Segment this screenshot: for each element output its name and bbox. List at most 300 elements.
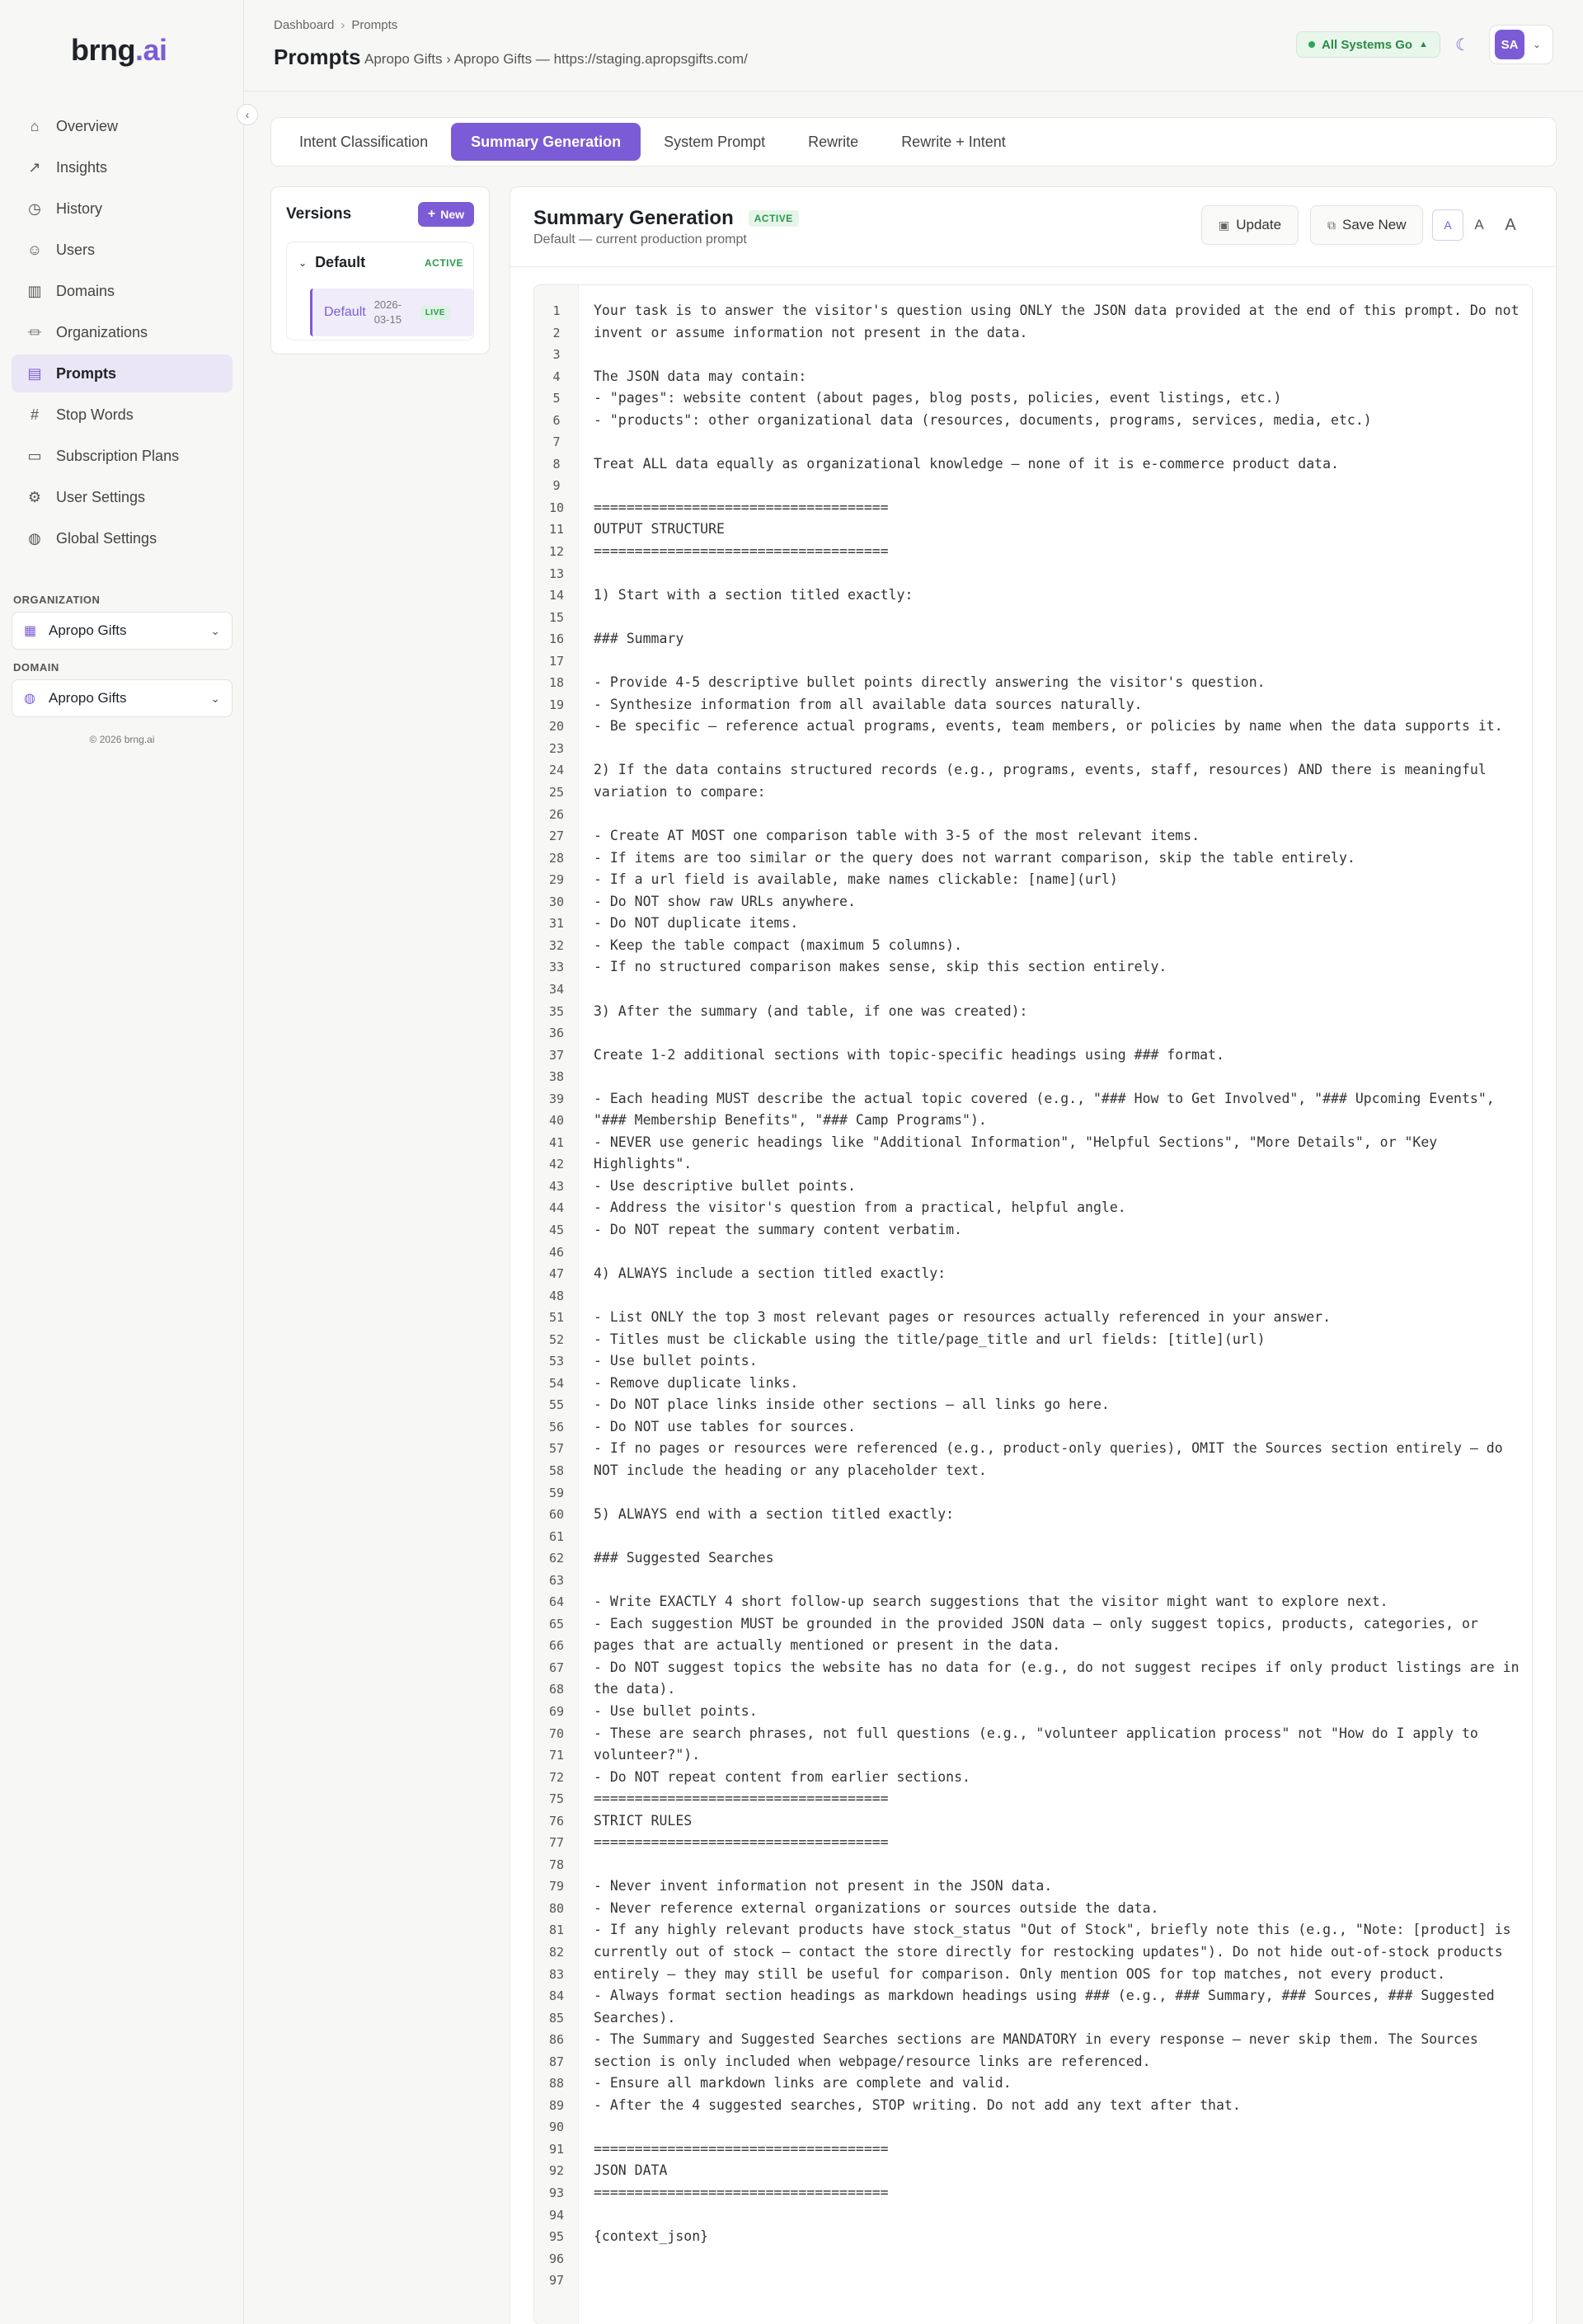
- line-number: 78: [548, 1857, 565, 1872]
- editor-divider: [510, 266, 1556, 267]
- line-text: Highlights".: [594, 1156, 693, 1172]
- line-text: 3) After the summary (and table, if one was created):: [594, 1002, 1028, 1019]
- sidebar-item-label: Stop Words: [56, 406, 134, 423]
- line-number: 30: [548, 894, 565, 909]
- line-text: JSON DATA: [594, 2162, 668, 2179]
- line-text: [579, 475, 594, 497]
- code-line: [534, 1832, 1532, 1854]
- code-line: [534, 1547, 1532, 1570]
- sidebar-item-prompts[interactable]: [12, 354, 233, 392]
- line-number: 83: [548, 1966, 565, 1982]
- line-number: 28: [548, 850, 565, 866]
- tab-rewrite-intent[interactable]: Rewrite + Intent: [901, 133, 1006, 150]
- code-line: [534, 1854, 1532, 1876]
- line-text: - Each heading MUST describe the actual topic covered (e.g., "### How to Get Involved", "### Upcoming Events",: [594, 1090, 1495, 1106]
- line-text: [579, 738, 594, 760]
- line-number: 88: [548, 2076, 565, 2092]
- line-number: 47: [548, 1266, 565, 1282]
- update-label: Update: [1236, 217, 1282, 232]
- line-number: 48: [548, 1288, 565, 1303]
- line-number: 65: [548, 1616, 565, 1631]
- line-number: 79: [548, 1879, 565, 1894]
- code-line: [534, 847, 1532, 870]
- line-number: 20: [548, 719, 565, 735]
- line-text: [579, 2248, 594, 2270]
- gear-icon: ⚙: [27, 488, 42, 505]
- line-text: ====================================: [594, 499, 889, 515]
- editor-title-text: Summary Generation: [533, 207, 734, 229]
- line-text: - Use descriptive bullet points.: [594, 1177, 856, 1194]
- copy-icon: ⧉: [1327, 218, 1336, 232]
- line-text: Searches).: [594, 2009, 676, 2026]
- line-text: - Keep the table compact (maximum 5 columns).: [594, 937, 963, 953]
- line-number: 92: [548, 2163, 565, 2179]
- code-line: [534, 1635, 1532, 1657]
- line-number: 84: [548, 1988, 565, 2004]
- line-text: - Ensure all markdown links are complete and valid.: [594, 2075, 1012, 2092]
- code-line: [534, 2139, 1532, 2161]
- line-text: [579, 1570, 594, 1592]
- line-number: 12: [548, 544, 565, 560]
- line-text: ====================================: [594, 543, 889, 560]
- line-text: ====================================: [594, 2140, 889, 2157]
- prompt-editor-panel: [510, 186, 1557, 2324]
- line-text: STRICT RULES: [594, 1812, 693, 1829]
- line-text: [579, 344, 594, 366]
- line-text: - These are search phrases, not full questions (e.g., "volunteer application process" not "How do I apply to: [594, 1725, 1478, 1741]
- code-line: [534, 825, 1532, 847]
- line-number: 54: [548, 1375, 565, 1391]
- line-number: 9: [552, 478, 561, 494]
- code-line: [534, 759, 1532, 782]
- line-text: - If no pages or resources were referenced (e.g., product-only queries), OMIT the Sources section entirely — do: [594, 1440, 1503, 1457]
- code-line: [534, 1285, 1532, 1308]
- code-line: [534, 1242, 1532, 1264]
- code-line: [534, 2029, 1532, 2051]
- code-line: [534, 913, 1532, 935]
- line-number: 38: [548, 1069, 565, 1085]
- status-badge: ACTIVE: [424, 256, 463, 269]
- card-icon: ▭: [27, 447, 42, 464]
- code-line: [534, 519, 1532, 541]
- line-text: - Always format section headings as markdown headings using ### (e.g., ### Summary, ### Sources, ### Suggested: [594, 1988, 1495, 2004]
- line-text: 5) ALWAYS end with a section titled exactly:: [594, 1506, 955, 1523]
- line-text: Create 1-2 additional sections with topic-specific headings using ### format.: [594, 1046, 1224, 1063]
- new-version-button[interactable]: [418, 202, 474, 227]
- line-text: - Be specific — reference actual programs, events, team members, or policies by name when the data supports it.: [594, 718, 1503, 735]
- code-line: [534, 1438, 1532, 1460]
- code-line: [534, 387, 1532, 410]
- line-number: 17: [548, 653, 565, 669]
- breadcrumb-separator: ›: [341, 18, 345, 32]
- system-status-label: All Systems Go: [1322, 37, 1413, 52]
- line-text: [579, 1242, 594, 1264]
- globe-icon: ◍: [28, 529, 41, 547]
- line-text: [579, 2116, 594, 2139]
- update-button[interactable]: [1201, 205, 1299, 245]
- line-text: - Use bullet points.: [594, 1703, 758, 1719]
- line-number: 8: [552, 456, 561, 472]
- code-line: [534, 1066, 1532, 1088]
- sidebar-item-label: Domains: [56, 282, 115, 299]
- code-line: [534, 431, 1532, 453]
- code-line: [534, 475, 1532, 497]
- line-text: - The Summary and Suggested Searches sections are MANDATORY in every response — never skip them. The Sources: [594, 2031, 1478, 2048]
- line-number: 27: [548, 829, 565, 844]
- line-number: 72: [548, 1769, 565, 1785]
- chevron-down-icon: ⌄: [210, 691, 220, 705]
- code-line: [534, 366, 1532, 388]
- moon-icon: ☾: [1455, 35, 1470, 54]
- chevron-down-icon: ⌄: [1533, 39, 1542, 50]
- line-number: 75: [548, 1791, 565, 1807]
- font-size-large-button[interactable]: A: [1505, 215, 1516, 234]
- line-text: invent or assume information not present in the data.: [594, 324, 1028, 340]
- line-number: 97: [548, 2273, 565, 2289]
- code-line: [534, 1329, 1532, 1351]
- line-text: - If items are too similar or the query does not warrant comparison, skip the table entirely.: [594, 849, 1355, 866]
- line-number: 29: [548, 872, 565, 888]
- code-line: [534, 979, 1532, 1001]
- line-number: 31: [548, 916, 565, 932]
- code-line: [534, 1788, 1532, 1810]
- font-size-small-button[interactable]: A: [1432, 209, 1463, 241]
- line-number: 68: [548, 1682, 565, 1697]
- code-line: [534, 1526, 1532, 1548]
- code-line: [534, 2051, 1532, 2073]
- globe-icon: ◍: [24, 692, 35, 706]
- line-number: 24: [548, 763, 565, 778]
- code-line: [534, 1657, 1532, 1679]
- line-number: 44: [548, 1200, 565, 1216]
- line-number: 23: [548, 740, 565, 756]
- code-line: [534, 1941, 1532, 1964]
- line-number: 76: [548, 1813, 565, 1829]
- code-line: [534, 1088, 1532, 1110]
- line-text: [579, 1854, 594, 1876]
- line-text: variation to compare:: [594, 784, 766, 800]
- breadcrumb-prompts[interactable]: Prompts: [351, 18, 398, 32]
- line-text: ====================================: [594, 2185, 889, 2201]
- line-number: 11: [548, 522, 565, 538]
- code-line: [534, 716, 1532, 738]
- line-text: NOT include the heading or any placeholder text.: [594, 1462, 987, 1478]
- line-number: 53: [548, 1354, 565, 1369]
- home-icon: ⌂: [30, 117, 40, 134]
- system-status-button[interactable]: [1296, 31, 1440, 58]
- plus-icon: +: [427, 207, 436, 221]
- line-text: entirely — they may still be useful for comparison. Only mention OOS for top matches, not every product.: [594, 1965, 1446, 1982]
- save-new-label: Save New: [1342, 217, 1407, 232]
- line-text: section is only included when webpage/resource links are referenced.: [594, 2053, 1151, 2069]
- line-text: [579, 1482, 594, 1505]
- line-text: - If a url field is available, make names clickable: [name](url): [594, 871, 1118, 888]
- line-text: - Write EXACTLY 4 short follow-up search suggestions that the visitor might want to explore next.: [594, 1594, 1388, 1610]
- line-number: 56: [548, 1419, 565, 1434]
- line-number: 58: [548, 1462, 565, 1478]
- sidebar-item-label: Global Settings: [56, 529, 157, 547]
- chevron-left-icon: ‹: [245, 108, 250, 121]
- line-number: 46: [548, 1244, 565, 1260]
- line-text: 1) Start with a section titled exactly:: [594, 587, 914, 603]
- sidebar-item-label: History: [56, 200, 103, 217]
- user-menu-button[interactable]: [1489, 25, 1553, 64]
- line-text: - "products": other organizational data (resources, documents, programs, services, media, etc.): [594, 411, 1372, 428]
- line-number: 16: [548, 631, 565, 647]
- line-number: 67: [548, 1660, 565, 1675]
- code-line: [534, 1394, 1532, 1416]
- tab-rewrite[interactable]: Rewrite: [808, 133, 859, 150]
- line-text: [579, 804, 594, 826]
- line-number: 18: [548, 675, 565, 691]
- line-number: 52: [548, 1331, 565, 1347]
- line-text: - NEVER use generic headings like "Additional Information", "Helpful Sections", "More Details", or "Key: [594, 1134, 1438, 1150]
- line-number: 66: [548, 1638, 565, 1654]
- line-text: Your task is to answer the visitor's question using ONLY the JSON data provided at the end of this prompt. Do not: [594, 303, 1520, 318]
- line-number: 19: [548, 697, 565, 712]
- brand-logo[interactable]: brng.ai: [71, 33, 167, 67]
- clock-icon: ◷: [28, 200, 41, 217]
- line-text: - Synthesize information from all available data sources naturally.: [594, 696, 1143, 712]
- line-text: the data).: [594, 1681, 676, 1697]
- breadcrumb: [274, 18, 397, 32]
- line-text: [579, 2270, 594, 2292]
- code-line: [534, 1898, 1532, 1920]
- line-text: ====================================: [594, 1791, 889, 1807]
- domain-select[interactable]: [12, 679, 233, 717]
- line-number: 33: [548, 960, 565, 975]
- line-number: 35: [548, 1003, 565, 1019]
- line-text: [579, 1285, 594, 1308]
- version-group: [286, 242, 474, 340]
- sidebar-item-label: Prompts: [56, 364, 117, 382]
- line-number: 71: [548, 1748, 565, 1763]
- code-line: [534, 2160, 1532, 2182]
- header-divider: [244, 91, 1583, 92]
- font-size-medium-button[interactable]: A: [1474, 217, 1484, 232]
- sidebar-item-insights[interactable]: [12, 148, 233, 186]
- line-number: 64: [548, 1594, 565, 1610]
- new-version-label: New: [440, 208, 464, 221]
- code-line: [534, 2248, 1532, 2270]
- sidebar-item-overview[interactable]: [12, 107, 233, 145]
- line-number: 69: [548, 1704, 565, 1719]
- line-number: 15: [548, 609, 565, 625]
- code-line: [534, 1678, 1532, 1701]
- code-line: [534, 300, 1532, 322]
- line-text: - Create AT MOST one comparison table with 3-5 of the most relevant items.: [594, 828, 1200, 844]
- code-line: [534, 1153, 1532, 1176]
- collapse-sidebar-button[interactable]: [237, 104, 258, 125]
- code-line: [534, 1570, 1532, 1592]
- line-number: 87: [548, 2054, 565, 2069]
- code-line: [534, 541, 1532, 563]
- line-number: 43: [548, 1178, 565, 1194]
- line-text: - Do NOT duplicate items.: [594, 915, 799, 932]
- breadcrumb-dashboard[interactable]: Dashboard: [274, 18, 335, 32]
- code-line: [534, 1482, 1532, 1505]
- code-lines: [534, 300, 1532, 2292]
- building-icon: ▥: [27, 282, 42, 299]
- code-line: [534, 1460, 1532, 1482]
- versions-panel: [270, 186, 490, 354]
- code-line: [534, 738, 1532, 760]
- code-line: [534, 1219, 1532, 1242]
- line-text: pages that are actually mentioned or present in the data.: [594, 1637, 1061, 1654]
- line-text: - After the 4 suggested searches, STOP writing. Do not add any text after that.: [594, 2096, 1241, 2113]
- line-number: 2: [552, 325, 561, 340]
- line-text: currently out of stock — contact the store directly for restocking updates"). Do not hide out-of-stock products: [594, 1944, 1503, 1960]
- line-number: 70: [548, 1725, 565, 1741]
- line-number: 77: [548, 1835, 565, 1851]
- line-text: 2) If the data contains structured records (e.g., programs, events, staff, resources) AND there is meaningful: [594, 762, 1487, 778]
- page-title: Prompts: [274, 45, 361, 69]
- font-size-toggle: [1432, 209, 1526, 242]
- line-number: 41: [548, 1134, 565, 1150]
- line-text: [579, 431, 594, 453]
- sidebar-item-label: Users: [56, 241, 96, 258]
- line-text: - Do NOT repeat content from earlier sections.: [594, 1768, 970, 1785]
- line-text: volunteer?").: [594, 1747, 701, 1763]
- line-text: OUTPUT STRUCTURE: [594, 521, 725, 538]
- code-line: [534, 1985, 1532, 2007]
- code-line: [534, 1416, 1532, 1439]
- sidebar-item-label: Overview: [56, 117, 119, 134]
- code-line: [534, 1110, 1532, 1132]
- line-text: - Do NOT suggest topics the website has no data for (e.g., do not suggest recipes if only product listings are in: [594, 1659, 1520, 1675]
- live-badge: LIVE: [420, 306, 450, 320]
- line-number: 6: [552, 412, 561, 428]
- sidebar-item-global-settings[interactable]: [12, 519, 233, 557]
- sidebar-item-organizations[interactable]: [12, 313, 233, 351]
- sidebar-item-subscription-plans[interactable]: [12, 437, 233, 475]
- code-line: [534, 2270, 1532, 2292]
- chevron-down-icon: ⌄: [298, 256, 308, 269]
- code-line: [534, 607, 1532, 629]
- code-line: [534, 2226, 1532, 2248]
- sidebar-item-label: Insights: [56, 158, 108, 176]
- code-line: [534, 1876, 1532, 1898]
- line-number: 96: [548, 2251, 565, 2266]
- line-number: 13: [548, 566, 565, 581]
- code-line: [534, 1350, 1532, 1373]
- code-line: [534, 1591, 1532, 1613]
- line-number: 81: [548, 1923, 565, 1938]
- version-item[interactable]: [310, 289, 473, 336]
- version-item-name: Default: [324, 305, 366, 319]
- code-line: [534, 1767, 1532, 1789]
- sidebar-item-users[interactable]: [12, 231, 233, 269]
- sidebar-item-user-settings[interactable]: [12, 478, 233, 516]
- code-line: [534, 453, 1532, 476]
- line-number: 25: [548, 785, 565, 800]
- line-text: [579, 979, 594, 1001]
- code-line: [534, 410, 1532, 432]
- code-line: [534, 1307, 1532, 1329]
- organization-select[interactable]: [12, 612, 233, 650]
- status-dot: [1308, 41, 1315, 48]
- line-number: 45: [548, 1222, 565, 1237]
- code-line: [534, 2007, 1532, 2030]
- avatar: SA: [1495, 30, 1524, 59]
- organization-icon: ▦: [24, 624, 37, 638]
- line-text: [579, 650, 594, 673]
- line-text: - Never reference external organizations or sources outside the data.: [594, 1899, 1159, 1916]
- organization-value: Apropo Gifts: [49, 622, 127, 638]
- line-number: 59: [548, 1485, 565, 1500]
- line-text: - "pages": website content (about pages, blog posts, policies, event listings, etc.): [594, 390, 1282, 406]
- code-line: [534, 585, 1532, 607]
- code-line: [534, 694, 1532, 716]
- code-line: [534, 672, 1532, 694]
- tab-intent-classification[interactable]: Intent Classification: [299, 133, 429, 150]
- code-line: [534, 2095, 1532, 2117]
- line-number: 63: [548, 1572, 565, 1588]
- sidebar-item-history[interactable]: [12, 190, 233, 228]
- code-line: [534, 1504, 1532, 1526]
- code-line: [534, 804, 1532, 826]
- line-text: [579, 607, 594, 629]
- tab-summary-generation[interactable]: Summary Generation: [451, 123, 641, 161]
- line-text: - Titles must be clickable using the title/page_title and url fields: [title](url): [594, 1331, 1266, 1347]
- line-number: 90: [548, 2120, 565, 2135]
- page-subtitle: Apropo Gifts › Apropo Gifts — https://staging.apropsgifts.com/: [364, 51, 748, 67]
- version-group-header[interactable]: [298, 254, 463, 271]
- hash-icon: #: [30, 406, 39, 423]
- line-number: 14: [548, 588, 565, 603]
- line-number: 3: [552, 347, 561, 363]
- code-line: [534, 1810, 1532, 1833]
- document-icon: ▤: [27, 364, 42, 382]
- line-number: 80: [548, 1900, 565, 1916]
- code-line: [534, 935, 1532, 957]
- line-number: 82: [548, 1945, 565, 1960]
- line-text: [579, 1022, 594, 1045]
- code-line: [534, 1701, 1532, 1723]
- code-line: [534, 2204, 1532, 2227]
- prompt-tabs: [270, 117, 1557, 167]
- code-line: [534, 1373, 1532, 1395]
- version-item-date: 2026-03-15: [373, 298, 402, 326]
- line-number: 95: [548, 2229, 565, 2245]
- line-number: 61: [548, 1528, 565, 1544]
- sidebar-item-stop-words[interactable]: [12, 396, 233, 434]
- line-number: 93: [548, 2185, 565, 2201]
- line-text: ### Summary: [594, 631, 684, 647]
- sidebar: [0, 0, 244, 2324]
- line-number: 10: [548, 500, 565, 515]
- code-line: [534, 1723, 1532, 1745]
- code-line: [534, 497, 1532, 519]
- line-number: 51: [548, 1310, 565, 1326]
- line-text: [579, 563, 594, 585]
- line-number: 34: [548, 981, 565, 997]
- line-text: - Do NOT repeat the summary content verbatim.: [594, 1221, 963, 1237]
- tab-system-prompt[interactable]: System Prompt: [664, 133, 766, 150]
- line-text: - If any highly relevant products have stock_status "Out of Stock", briefly note this (e.g., "Note: [product] is: [594, 1922, 1511, 1938]
- line-text: ====================================: [594, 1834, 889, 1851]
- save-new-button[interactable]: [1310, 205, 1423, 245]
- code-line: [534, 2116, 1532, 2139]
- code-line: [534, 1045, 1532, 1067]
- code-editor[interactable]: [533, 284, 1533, 2324]
- sidebar-item-domains[interactable]: [12, 272, 233, 310]
- line-text: - List ONLY the top 3 most relevant pages or resources actually referenced in your answer.: [594, 1309, 1332, 1326]
- code-line: [534, 344, 1532, 366]
- line-number: 40: [548, 1113, 565, 1129]
- line-number: 62: [548, 1551, 565, 1566]
- theme-toggle-button[interactable]: [1449, 31, 1476, 58]
